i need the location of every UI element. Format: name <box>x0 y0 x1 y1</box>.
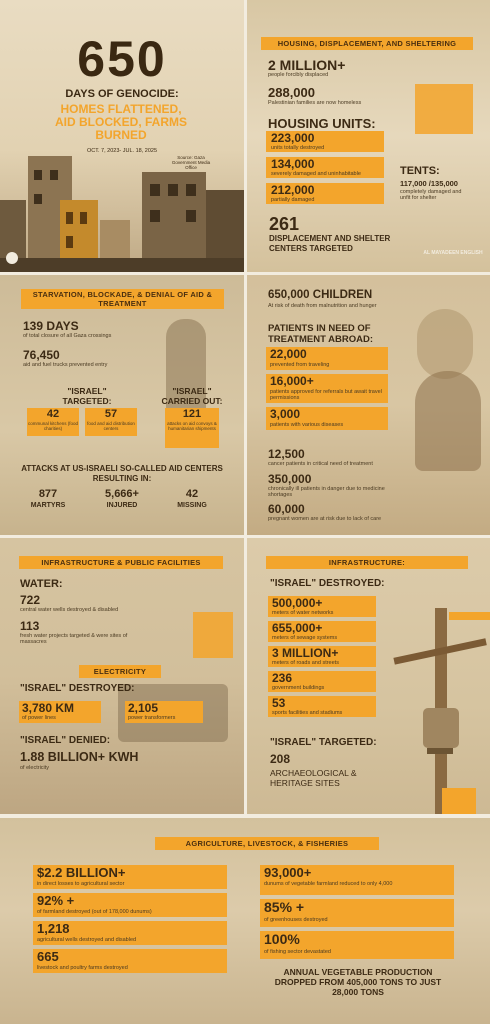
starvation-header <box>21 289 224 309</box>
tents-label: completely damaged and unfit for shelter <box>400 189 462 201</box>
other-label-2: chronically ill patients in danger due to medicine shortages <box>268 486 385 498</box>
attack-label-2: INJURED <box>106 502 138 509</box>
denied-value: 1.88 BILLION+ KWH <box>20 750 139 764</box>
days-label: of total closure of all Gaza crossings <box>23 333 112 339</box>
attack-value-2: 5,666+ <box>105 488 139 500</box>
infra-destroyed-title: "ISRAEL" DESTROYED: <box>270 578 385 589</box>
decor-square-3 <box>442 788 476 814</box>
other-value-1: 12,500 <box>268 447 305 461</box>
divider-h-3 <box>0 814 490 818</box>
title-subtitle: DAYS OF GENOCIDE: <box>65 88 179 100</box>
agri-right-value-3: 100% <box>264 931 300 947</box>
water-value-2: 113 <box>20 619 40 633</box>
water-title: WATER: <box>20 578 63 590</box>
agri-right-value-1: 93,000+ <box>264 865 312 880</box>
unit-value-2: 134,000 <box>271 157 315 171</box>
displaced-label: people forcibly displaced <box>268 72 329 78</box>
days-value: 139 DAYS <box>23 319 79 333</box>
tents-value: 117,000 /135,000 <box>400 179 458 188</box>
patient-value-2: 16,000+ <box>270 374 314 388</box>
divider-v-top <box>244 0 247 272</box>
source-note: Source: Gaza Government Media Office <box>171 155 211 170</box>
starvation-panel <box>0 275 244 535</box>
elec-value-2: 2,105 <box>128 701 159 715</box>
agri-left-value-2: 92% + <box>37 893 75 908</box>
elec-value-1: 3,780 KM <box>22 701 75 715</box>
agriculture-header: AGRICULTURE, LIVESTOCK, & FISHERIES <box>155 837 379 850</box>
elec-label-1: of power lines <box>22 715 56 721</box>
water-value-1: 722 <box>20 593 41 607</box>
attack-value-3: 42 <box>185 488 199 500</box>
elec-destroyed-title: "ISRAEL" DESTROYED: <box>20 683 135 694</box>
carried-title: "ISRAEL" CARRIED OUT: <box>161 386 223 406</box>
agri-left-label-2: of farmland destroyed (out of 178,000 dunums) <box>37 909 152 915</box>
carried-label: attacks on aid convoys & humanitarian shipments <box>167 421 217 431</box>
trucks-value: 76,450 <box>23 348 60 362</box>
patient-label-3: patients with various diseases <box>270 422 344 428</box>
tents-title: TENTS: <box>400 165 440 177</box>
housing-header: HOUSING, DISPLACEMENT, AND SHELTERING <box>261 37 473 50</box>
infra-label-4: government buildings <box>272 685 325 691</box>
agri-left-value-1: $2.2 BILLION+ <box>37 865 126 880</box>
displaced-value: 2 MILLION+ <box>268 57 346 73</box>
centers-label: DISPLACEMENT AND SHELTER CENTERS TARGETED <box>269 234 391 253</box>
electricity-header: ELECTRICITY <box>79 665 161 678</box>
trucks-label: aid and fuel trucks prevented entry <box>23 362 108 368</box>
unit-label-1: units totally destroyed <box>271 145 325 151</box>
unit-label-2: severely damaged and uninhabitable <box>271 171 361 177</box>
denied-title: "ISRAEL" DENIED: <box>20 735 111 746</box>
headline-text: HOMES FLATTENED, AID BLOCKED, FARMS BURNED <box>55 102 187 142</box>
decor-square-2 <box>193 612 233 658</box>
other-value-3: 60,000 <box>268 502 305 516</box>
water-label-2: fresh water projects targeted & were sites of massacres <box>20 633 128 645</box>
agri-right-label-3: of fishing sector devastated <box>264 949 331 955</box>
utility-pole-illustration <box>387 608 490 814</box>
agri-left-value-3: 1,218 <box>37 921 70 936</box>
ruined-buildings-illustration <box>0 150 244 272</box>
agri-left-label-4: livestock and poultry farms destroyed <box>37 965 128 971</box>
divider-v-low <box>244 538 247 814</box>
infra-value-2: 655,000+ <box>272 621 323 635</box>
infrastructure-header: INFRASTRUCTURE: <box>266 556 468 569</box>
agri-left-value-4: 665 <box>37 949 59 964</box>
carried-value: 121 <box>182 408 202 420</box>
unit-value-1: 223,000 <box>271 131 315 145</box>
denied-label: of electricity <box>20 765 50 771</box>
infra-value-3: 3 MILLION+ <box>272 646 339 660</box>
unit-value-3: 212,000 <box>271 183 315 197</box>
housing-panel <box>247 0 490 272</box>
al-mayadeen-logo: AL MAYADEEN ENGLISH <box>423 250 483 256</box>
infra-targeted-value: 208 <box>270 752 291 766</box>
families-label: Palestinian families are now homeless <box>268 100 362 106</box>
child-figure-1 <box>417 309 473 379</box>
infra-targeted-label: ARCHAEOLOGICAL & HERITAGE SITES <box>270 768 357 788</box>
title-dates: OCT. 7, 2023- JUL. 18, 2025 <box>86 148 157 154</box>
agri-right-label-2: of greenhouses destroyed <box>264 917 328 923</box>
unit-label-3: partially damaged <box>271 197 315 203</box>
children-panel <box>247 275 490 535</box>
infra-value-4: 236 <box>272 671 293 685</box>
centers-value: 261 <box>269 214 300 234</box>
title-big-number: 650 <box>77 31 167 87</box>
agriculture-panel <box>0 818 490 1024</box>
infra-label-2: meters of sewage systems <box>272 635 338 641</box>
starvation-header-text: STARVATION, BLOCKADE, & DENIAL OF AID & TREATMENT <box>32 290 213 308</box>
corner-logo-icon <box>6 252 18 264</box>
other-label-1: cancer patients in critical need of treatment <box>268 461 373 467</box>
agri-right-value-2: 85% + <box>264 899 305 915</box>
title-headline <box>54 103 188 142</box>
patient-label-2: patients approved for referrals but await travel permissions <box>270 389 382 401</box>
target-value-1: 42 <box>46 408 60 420</box>
agri-footer: ANNUAL VEGETABLE PRODUCTION DROPPED FROM 405,000 TONS TO JUST 28,000 TONS <box>274 967 442 997</box>
title-panel <box>0 0 244 272</box>
infra-label-3: meters of roads and streets <box>272 660 339 666</box>
units-title: HOUSING UNITS: <box>268 116 376 131</box>
attacks-title: ATTACKS AT US-ISRAELI SO-CALLED AID CENTERS RESULTING IN: <box>21 464 223 483</box>
targeted-title: "ISRAEL" TARGETED: <box>62 386 112 406</box>
children-value: 650,000 CHILDREN <box>268 289 373 301</box>
families-value: 288,000 <box>268 85 315 100</box>
children-label: At risk of death from malnutrition and hunger <box>268 303 377 309</box>
infra-label-1: meters of water networks <box>272 610 334 616</box>
patient-value-1: 22,000 <box>270 347 307 361</box>
decor-square <box>415 84 473 134</box>
patient-value-3: 3,000 <box>270 407 301 421</box>
child-figure-2 <box>415 371 481 471</box>
patients-title: PATIENTS IN NEED OF TREATMENT ABROAD: <box>268 323 374 345</box>
attack-value-1: 877 <box>38 488 58 500</box>
infrastructure-panel <box>247 538 490 814</box>
agri-left-label-1: in direct losses to agricultural sector <box>37 881 125 887</box>
other-value-2: 350,000 <box>268 472 312 486</box>
infra-public-panel <box>0 538 244 814</box>
target-label-1: communal kitchens (food charities) <box>27 421 79 431</box>
infra-public-header: INFRASTRUCTURE & PUBLIC FACILITIES <box>19 556 223 569</box>
attack-label-1: MARTYRS <box>30 502 66 509</box>
divider-v-mid <box>244 275 247 535</box>
infra-label-5: sports facilities and stadiums <box>272 710 343 716</box>
elec-label-2: power transformers <box>128 715 176 721</box>
infra-value-5: 53 <box>272 696 286 710</box>
patient-label-1: prevented from traveling <box>270 362 330 368</box>
water-label-1: central water wells destroyed & disabled <box>20 607 119 613</box>
attack-label-3: MISSING <box>177 502 207 509</box>
other-label-3: pregnant women are at risk due to lack of care <box>268 516 382 522</box>
target-value-2: 57 <box>104 408 118 420</box>
infra-value-1: 500,000+ <box>272 596 323 610</box>
agri-right-label-1: dunums of vegetable farmland reduced to only 4,000 <box>264 881 393 887</box>
decor-strip <box>449 612 490 620</box>
agri-left-label-3: agricultural wells destroyed and disabled <box>37 937 137 943</box>
target-label-2: food and aid distribution centers <box>87 421 135 431</box>
infra-targeted-title: "ISRAEL" TARGETED: <box>270 737 377 748</box>
